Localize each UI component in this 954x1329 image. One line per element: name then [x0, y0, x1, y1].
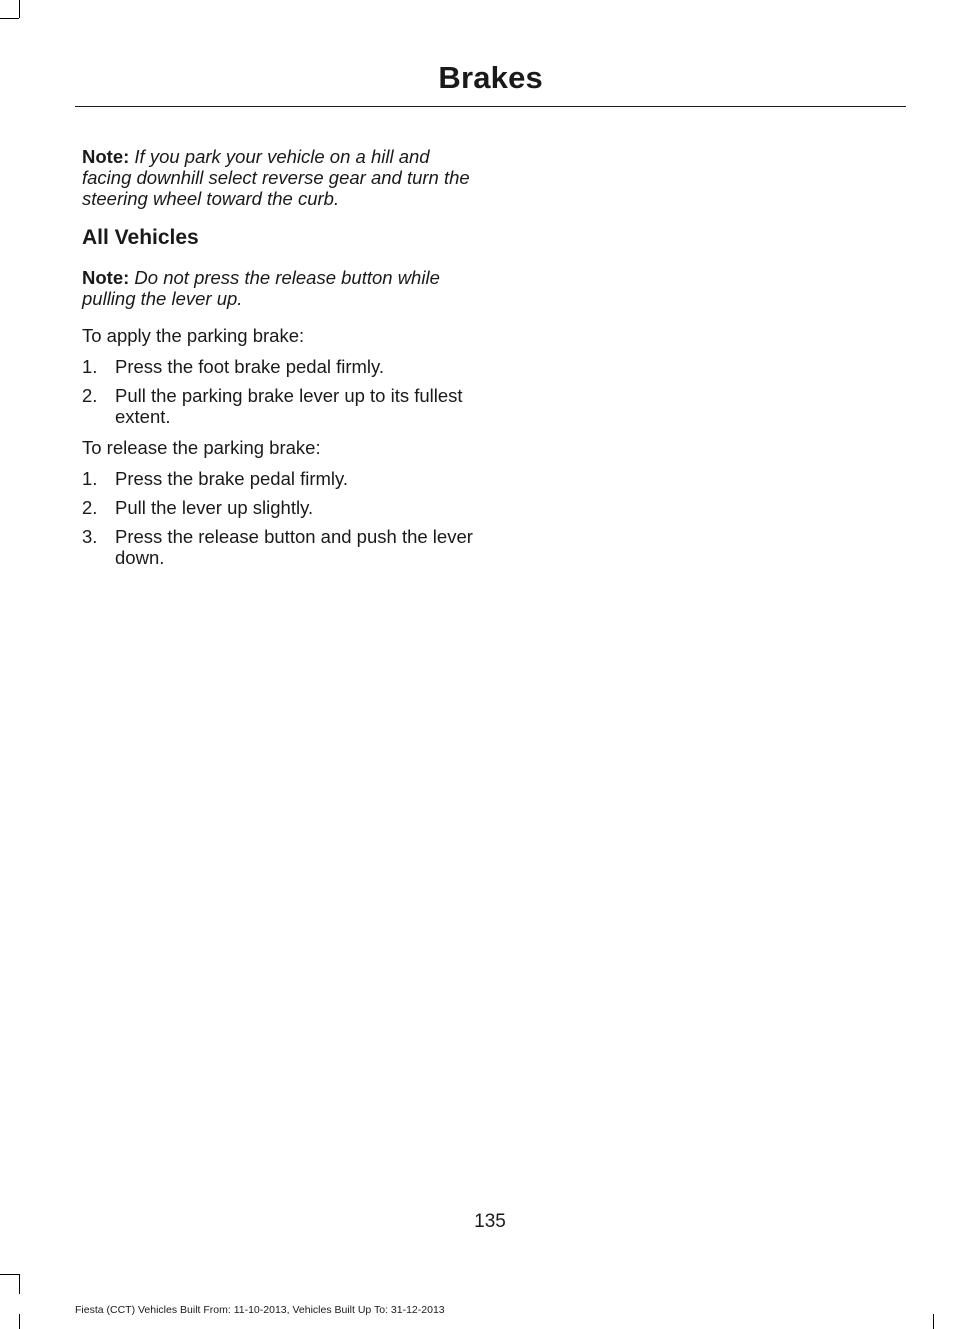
step-number: 3. — [82, 526, 98, 547]
crop-mark-bottom-right-tick — [933, 1314, 934, 1329]
step-text: Pull the parking brake lever up to its fullest extent. — [115, 385, 463, 427]
release-intro: To release the parking brake: — [82, 437, 321, 458]
apply-intro: To apply the parking brake: — [82, 325, 305, 346]
step-number: 2. — [82, 385, 98, 406]
step-text: Press the release button and push the lever down. — [115, 526, 473, 568]
note-text: Do not press the release button while pulling the lever up. — [82, 267, 440, 309]
step-text: Press the brake pedal firmly. — [115, 468, 349, 489]
footer-vehicle-info: Fiesta (CCT) Vehicles Built From: 11-10-2013, Vehicles Built Up To: 31-12-2013 — [75, 1304, 445, 1316]
note-label: Note: — [82, 267, 130, 288]
crop-mark-top-left-vertical — [19, 0, 20, 18]
step-number: 1. — [82, 356, 98, 377]
note-text: If you park your vehicle on a hill and facing downhill select reverse gear and turn the steering wheel toward the curb. — [82, 146, 470, 209]
list-item — [82, 497, 482, 518]
list-item — [82, 385, 482, 427]
page-number: 135 — [474, 1211, 506, 1232]
title-divider — [75, 106, 906, 107]
note-label: Note: — [82, 146, 130, 167]
page-title: Brakes — [438, 60, 543, 95]
list-item — [82, 468, 482, 489]
note-hill-parking — [82, 146, 482, 209]
release-steps-list — [82, 468, 482, 568]
step-text: Press the foot brake pedal firmly. — [115, 356, 385, 377]
section-heading-all-vehicles: All Vehicles — [82, 226, 199, 249]
crop-mark-bottom-left-horizontal — [0, 1274, 19, 1275]
apply-steps-list — [82, 356, 482, 427]
note-release-button — [82, 267, 482, 309]
step-number: 1. — [82, 468, 98, 489]
list-item — [82, 356, 482, 377]
crop-mark-bottom-left-tick — [19, 1314, 20, 1329]
crop-mark-bottom-left-vertical — [19, 1274, 20, 1294]
main-content — [82, 146, 482, 578]
step-text: Pull the lever up slightly. — [115, 497, 314, 518]
crop-mark-top-left-horizontal — [0, 18, 19, 19]
step-number: 2. — [82, 497, 98, 518]
list-item — [82, 526, 482, 568]
